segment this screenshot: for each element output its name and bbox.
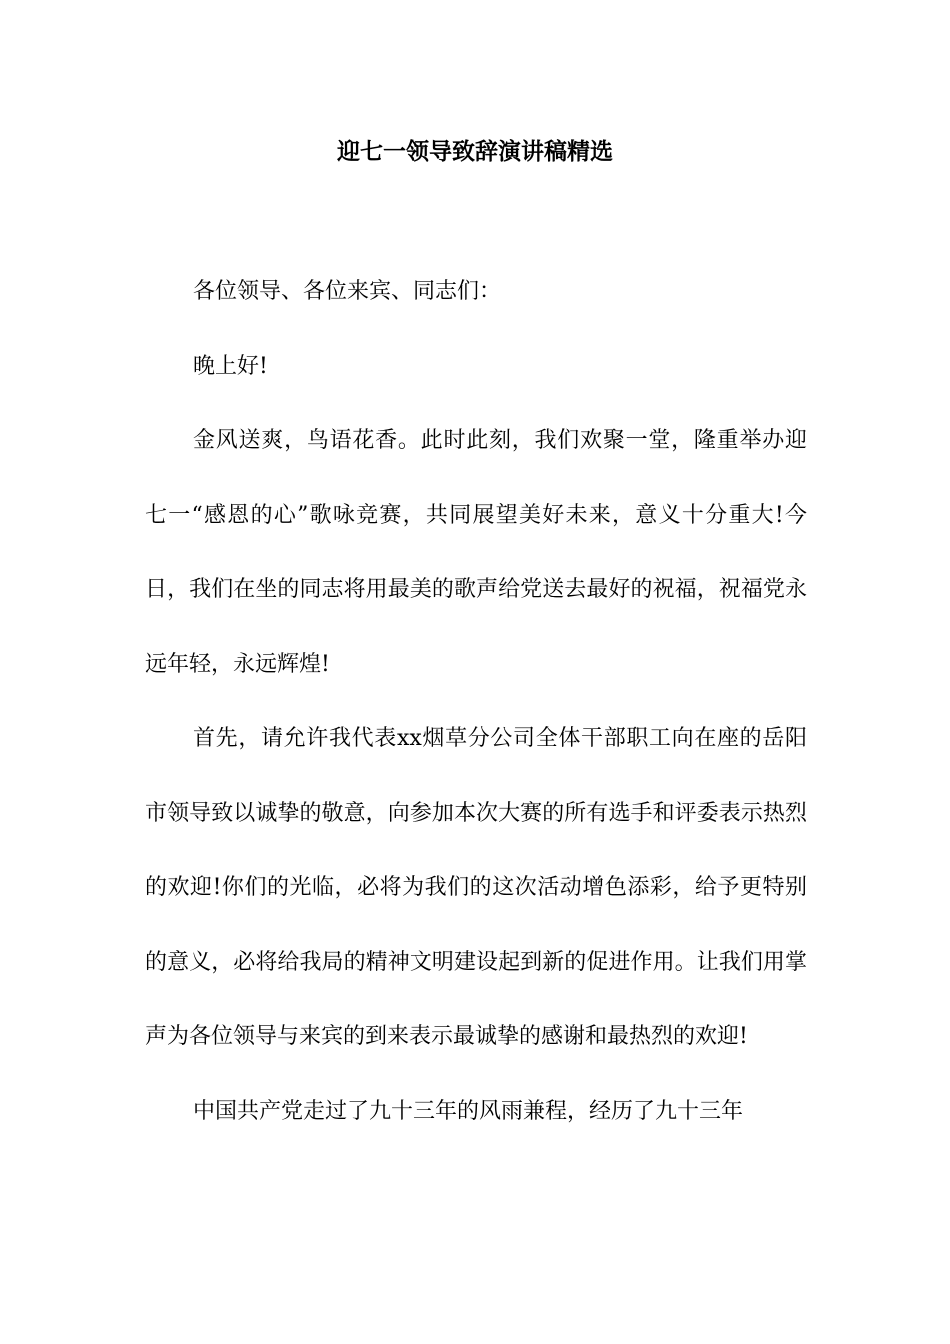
paragraph-greeting: 各位领导、各位来宾、同志们：: [193, 279, 502, 304]
paragraph-opening: 金风送爽，鸟语花香。此时此刻，我们欢聚一堂，隆重举办迎七一“感恩的心”歌咏竞赛，共同展望美好未来，意义十分重大!今日，我们在坐的同志将用最美的歌声给党送去最好的祝福，祝福党永远年轻，永远辉煌!: [145, 428, 807, 677]
document-title: 迎七一领导致辞演讲稿精选: [337, 139, 613, 165]
document-body: [145, 255, 807, 1149]
paragraph-good-evening: 晚上好!: [193, 353, 268, 379]
paragraph-party-history: 中国共产党走过了九十三年的风雨兼程，经历了九十三年: [193, 1098, 744, 1124]
paragraph-welcome: 首先，请允许我代表xx烟草分公司全体干部职工向在座的岳阳市领导致以诚挚的敬意，向参加本次大赛的所有选手和评委表示热烈的欢迎!你们的光临，必将为我们的这次活动增色添彩，给予更特别的意义，必将给我局的精神文明建设起到新的促进作用。让我们用掌声为各位领导与来宾的到来表示最诚挚的感谢和最热烈的欢迎!: [145, 726, 807, 1049]
